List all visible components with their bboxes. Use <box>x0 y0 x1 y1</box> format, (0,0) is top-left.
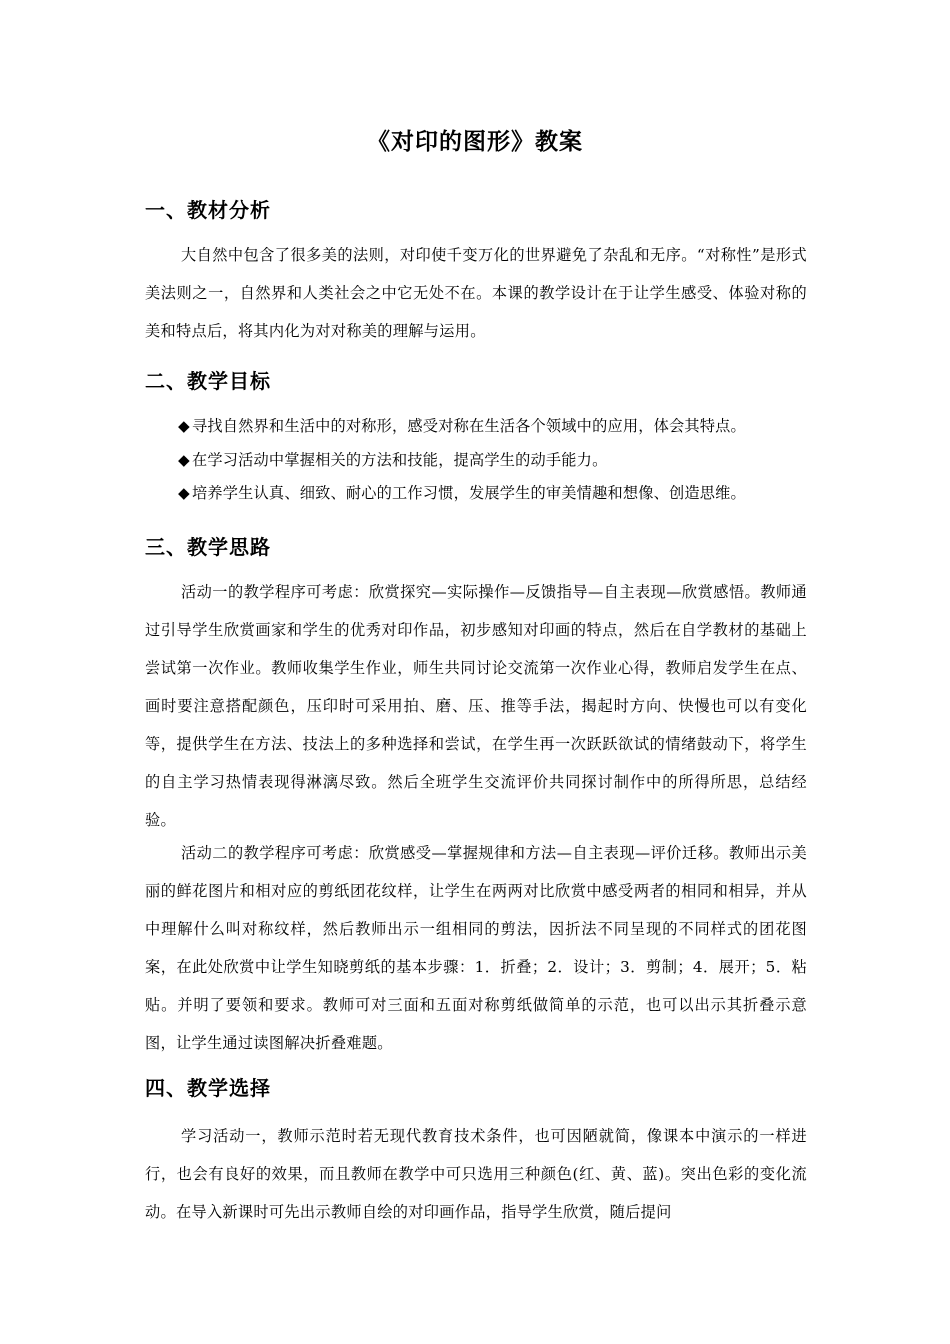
list-item <box>145 444 807 478</box>
list-item <box>145 477 807 511</box>
list-item-text: 在学习活动中掌握相关的方法和技能，提高学生的动手能力。 <box>192 450 608 469</box>
section-paragraph: 学习活动一，教师示范时若无现代教育技术条件，也可因陋就简，像课本中演示的一样进行，也会有良好的效果，而且教师在教学中可只选用三种颜色(红、黄、蓝)。突出色彩的变化流动。在导入新课时可先出示教师自绘的对印画作品，指导学生欣赏，随后提问 <box>145 1127 807 1221</box>
section-heading-teaching-choices: 四、教学选择 <box>145 1076 271 1100</box>
diamond-bullet-icon: ◆ <box>178 484 190 502</box>
section-paragraph: 活动二的教学程序可考虑：欣赏感受—掌握规律和方法—自主表现—评价迁移。教师出示美丽的鲜花图片和相对应的剪纸团花纹样，让学生在两两对比欣赏中感受两者的相同和相异，并从中理解什么叫对称纹样，然后教师出示一组相同的剪法，因折法不同呈现的不同样式的团花图案，在此处欣赏中让学生知晓剪纸的基本步骤：1．折叠；2．设计；3．剪制；4．展开；5．粘贴。并明了要领和要求。教师可对三面和五面对称剪纸做简单的示范，也可以出示其折叠示意图，让学生通过读图解决折叠难题。 <box>145 844 807 1052</box>
goals-list <box>145 410 807 511</box>
section-heading-teaching-goals: 二、教学目标 <box>145 369 271 393</box>
diamond-bullet-icon: ◆ <box>178 450 190 469</box>
section-paragraph: 活动一的教学程序可考虑：欣赏探究—实际操作—反馈指导—自主表现—欣赏感悟。教师通过引导学生欣赏画家和学生的优秀对印作品，初步感知对印画的特点，然后在自学教材的基础上尝试第一次作业。教师收集学生作业，师生共同讨论交流第一次作业心得，教师启发学生在点、画时要注意搭配颜色，压印时可采用拍、磨、压、推等手法，揭起时方向、快慢也可以有变化等，提供学生在方法、技法上的多种选择和尝试，在学生再一次跃跃欲试的情绪鼓动下，将学生的自主学习热情表现得淋漓尽致。然后全班学生交流评价共同探讨制作中的所得所思，总结经验。 <box>145 583 807 829</box>
section-paragraph: 大自然中包含了很多美的法则，对印使千变万化的世界避免了杂乱和无序。“对称性”是形式美法则之一，自然界和人类社会之中它无处不在。本课的教学设计在于让学生感受、体验对称的美和特点后，将其内化为对对称美的理解与运用。 <box>145 246 807 340</box>
section-heading-teaching-approach: 三、教学思路 <box>145 535 271 559</box>
list-item <box>145 410 807 444</box>
list-item-text: 寻找自然界和生活中的对称形，感受对称在生活各个领域中的应用，体会其特点。 <box>192 417 746 435</box>
list-item-text: 培养学生认真、细致、耐心的工作习惯，发展学生的审美情趣和想像、创造思维。 <box>192 484 746 502</box>
diamond-bullet-icon: ◆ <box>178 417 190 435</box>
document-title: 《对印的图形》教案 <box>367 129 583 155</box>
section-heading-textbook-analysis: 一、教材分析 <box>145 198 271 222</box>
